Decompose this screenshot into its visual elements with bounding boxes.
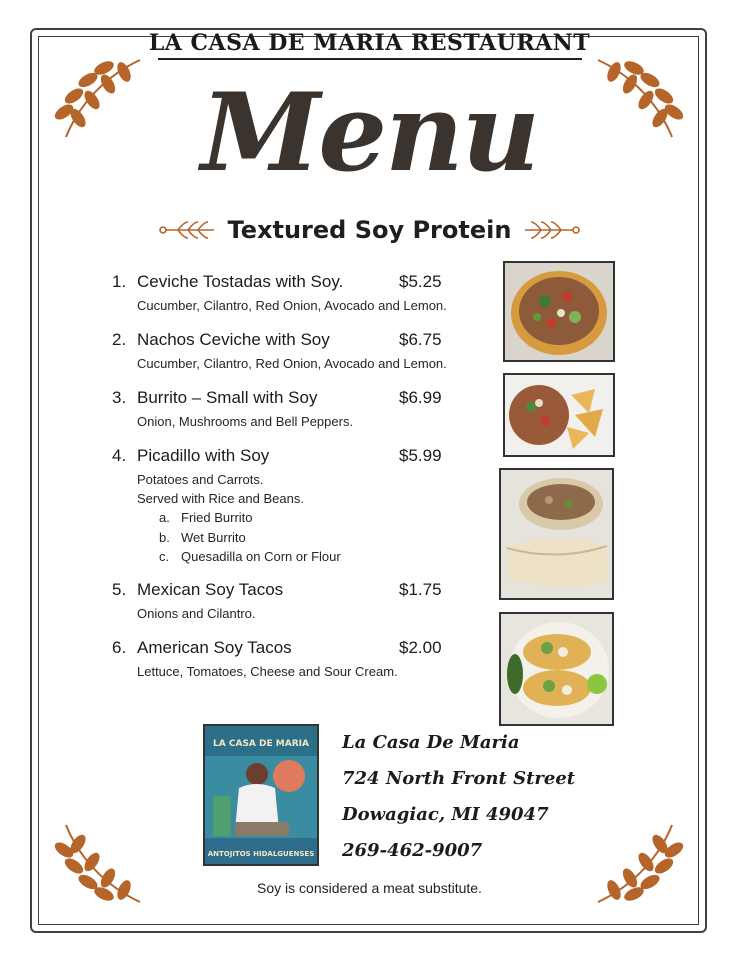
item-title: Burrito – Small with Soy xyxy=(137,388,318,407)
option-list xyxy=(159,508,472,567)
item-description: Cucumber, Cilantro, Red Onion, Avocado and Lemon. xyxy=(137,356,447,371)
contact-block xyxy=(342,728,575,872)
option-item: a. Fried Burrito xyxy=(159,510,253,525)
option-item: c. Quesadilla on Corn or Flour xyxy=(159,549,341,564)
subtitle-row xyxy=(0,212,739,248)
menu-item-list xyxy=(112,272,472,696)
option-item: b. Wet Burrito xyxy=(159,529,246,545)
leaf-branch-bottom-right-icon xyxy=(590,820,690,910)
section-title: Textured Soy Protein xyxy=(227,216,512,244)
contact-street: 724 North Front Street xyxy=(342,768,576,789)
photo-nachos-ceviche xyxy=(503,373,615,457)
item-number: 3. xyxy=(112,388,127,407)
svg-text:LA CASA DE MARIA: LA CASA DE MARIA xyxy=(213,739,309,749)
item-description: Potatoes and Carrots. xyxy=(137,472,264,487)
menu-item xyxy=(112,330,472,388)
menu-item xyxy=(112,446,472,580)
contact-name: La Casa De Maria xyxy=(342,732,520,753)
item-description: Onions and Cilantro. xyxy=(137,606,256,621)
item-number: 5. xyxy=(112,580,127,599)
item-description: Served with Rice and Beans. xyxy=(137,491,304,506)
item-title: Mexican Soy Tacos xyxy=(137,580,284,599)
photo-burrito xyxy=(499,468,614,600)
item-description: Cucumber, Cilantro, Red Onion, Avocado and Lemon. xyxy=(137,298,447,313)
contact-city: Dowagiac, MI 49047 xyxy=(342,804,549,825)
item-description: Onion, Mushrooms and Bell Peppers. xyxy=(137,414,354,429)
svg-text:ANTOJITOS HIDALGUENSES: ANTOJITOS HIDALGUENSES xyxy=(207,850,315,858)
sprig-left-icon xyxy=(158,220,216,240)
footer-note: Soy is considered a meat substitute. xyxy=(257,880,482,896)
item-price: $6.99 xyxy=(399,388,442,407)
restaurant-name: LA CASA DE MARIA RESTAURANT xyxy=(148,30,591,56)
contact-phone[interactable]: 269-462-9007 xyxy=(342,840,483,861)
item-title: American Soy Tacos xyxy=(137,638,292,657)
item-number: 1. xyxy=(112,272,127,291)
restaurant-poster-image xyxy=(203,724,319,866)
item-number: 4. xyxy=(112,446,127,465)
leaf-branch-bottom-left-icon xyxy=(48,820,148,910)
menu-item xyxy=(112,580,472,638)
item-price: $5.25 xyxy=(399,272,442,291)
photo-ceviche-tostada xyxy=(503,261,615,362)
item-number: 6. xyxy=(112,638,127,657)
menu-item xyxy=(112,272,472,330)
item-title: Picadillo with Soy xyxy=(137,446,270,465)
menu-heading: Menu xyxy=(200,70,539,196)
item-description: Lettuce, Tomatoes, Cheese and Sour Cream. xyxy=(137,664,398,679)
photo-tacos xyxy=(499,612,614,726)
item-title: Ceviche Tostadas with Soy. xyxy=(137,272,344,291)
item-title: Nachos Ceviche with Soy xyxy=(137,330,330,349)
menu-item xyxy=(112,638,472,696)
item-number: 2. xyxy=(112,330,127,349)
menu-item xyxy=(112,388,472,446)
title-underline xyxy=(158,58,582,60)
item-price: $2.00 xyxy=(399,638,442,657)
item-price: $1.75 xyxy=(399,580,442,599)
item-price: $5.99 xyxy=(399,446,442,465)
item-price: $6.75 xyxy=(399,330,442,349)
sprig-right-icon xyxy=(523,220,581,240)
